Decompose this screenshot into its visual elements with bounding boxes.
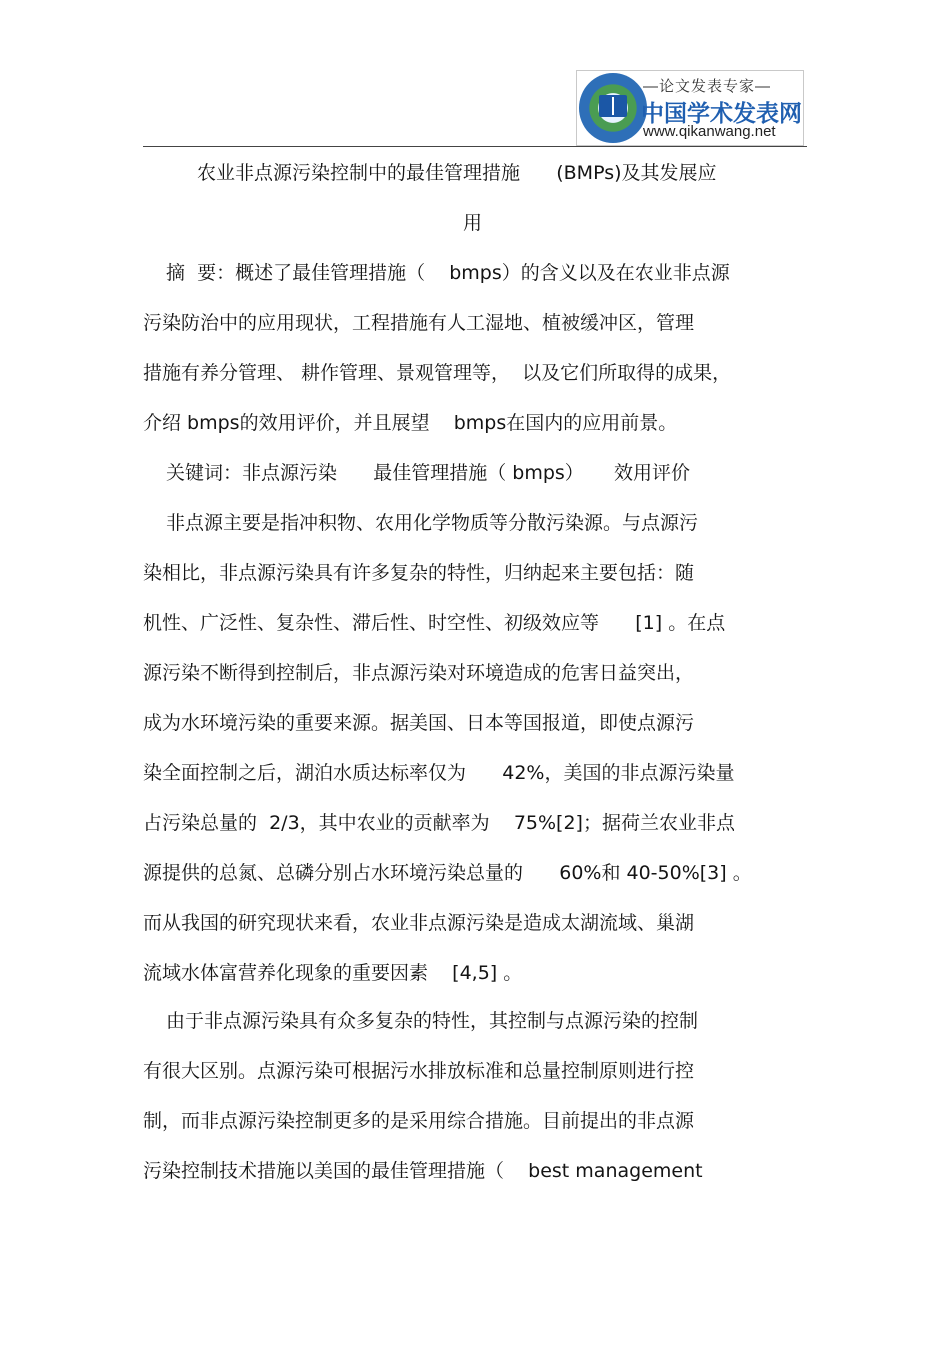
paragraph-1-line-8: 源提供的总氮、总磷分别占水环境污染总量的 60%和 40-50%[3] 。 — [143, 862, 752, 884]
paragraph-1-line-2: 染相比，非点源污染具有许多复杂的特性，归纳起来主要包括：随 — [143, 562, 695, 584]
paragraph-1-line-5: 成为水环境污染的重要来源。据美国、日本等国报道，即使点源污 — [143, 712, 695, 734]
header-divider — [143, 146, 807, 147]
paragraph-1-line-1: 非点源主要是指冲积物、农用化学物质等分散污染源。与点源污 — [166, 512, 699, 534]
logo-url: www.qikanwang.net — [643, 123, 776, 140]
abstract-line-2: 污染防治中的应用现状，工程措施有人工湿地、植被缓冲区，管理 — [143, 312, 695, 334]
paragraph-1-line-10: 流域水体富营养化现象的重要因素 [4,5] 。 — [143, 962, 523, 984]
paragraph-2-line-3: 制，而非点源污染控制更多的是采用综合措施。目前提出的非点源 — [143, 1110, 695, 1132]
paragraph-2-line-4: 污染控制技术措施以美国的最佳管理措施（ best management — [143, 1160, 703, 1182]
paragraph-1-line-6: 染全面控制之后，湖泊水质达标率仅为 42%，美国的非点源污染量 — [143, 762, 735, 784]
title-line-2: 用 — [463, 212, 483, 234]
book-seal-icon — [579, 73, 647, 143]
abstract-line-3: 措施有养分管理、 耕作管理、景观管理等， 以及它们所取得的成果， — [143, 362, 732, 384]
title-line-1: 农业非点源污染控制中的最佳管理措施 (BMPs)及其发展应 — [197, 162, 717, 184]
paragraph-1-line-9: 而从我国的研究现状来看，农业非点源污染是造成太湖流域、巢湖 — [143, 912, 695, 934]
site-logo — [576, 70, 804, 146]
paragraph-2-line-2: 有很大区别。点源污染可根据污水排放标准和总量控制原则进行控 — [143, 1060, 695, 1082]
paragraph-2-line-1: 由于非点源污染具有众多复杂的特性，其控制与点源污染的控制 — [166, 1010, 699, 1032]
abstract-line-1: 摘 要：概述了最佳管理措施（ bmps）的含义以及在农业非点源 — [166, 262, 730, 284]
paragraph-1-line-7: 占污染总量的 2/3，其中农业的贡献率为 75%[2]；据荷兰农业非点 — [143, 812, 735, 834]
logo-slogan: —论文发表专家— — [643, 78, 772, 95]
paragraph-1-line-3: 机性、广泛性、复杂性、滞后性、时空性、初级效应等 [1] 。在点 — [143, 612, 726, 634]
book-icon — [599, 95, 627, 117]
abstract-line-4: 介绍 bmps的效用评价，并且展望 bmps在国内的应用前景。 — [143, 412, 678, 434]
keywords-line: 关键词：非点源污染 最佳管理措施（ bmps） 效用评价 — [166, 462, 691, 484]
logo-name: 中国学术发表网 — [641, 100, 802, 126]
paragraph-1-line-4: 源污染不断得到控制后，非点源污染对环境造成的危害日益突出， — [143, 662, 695, 684]
